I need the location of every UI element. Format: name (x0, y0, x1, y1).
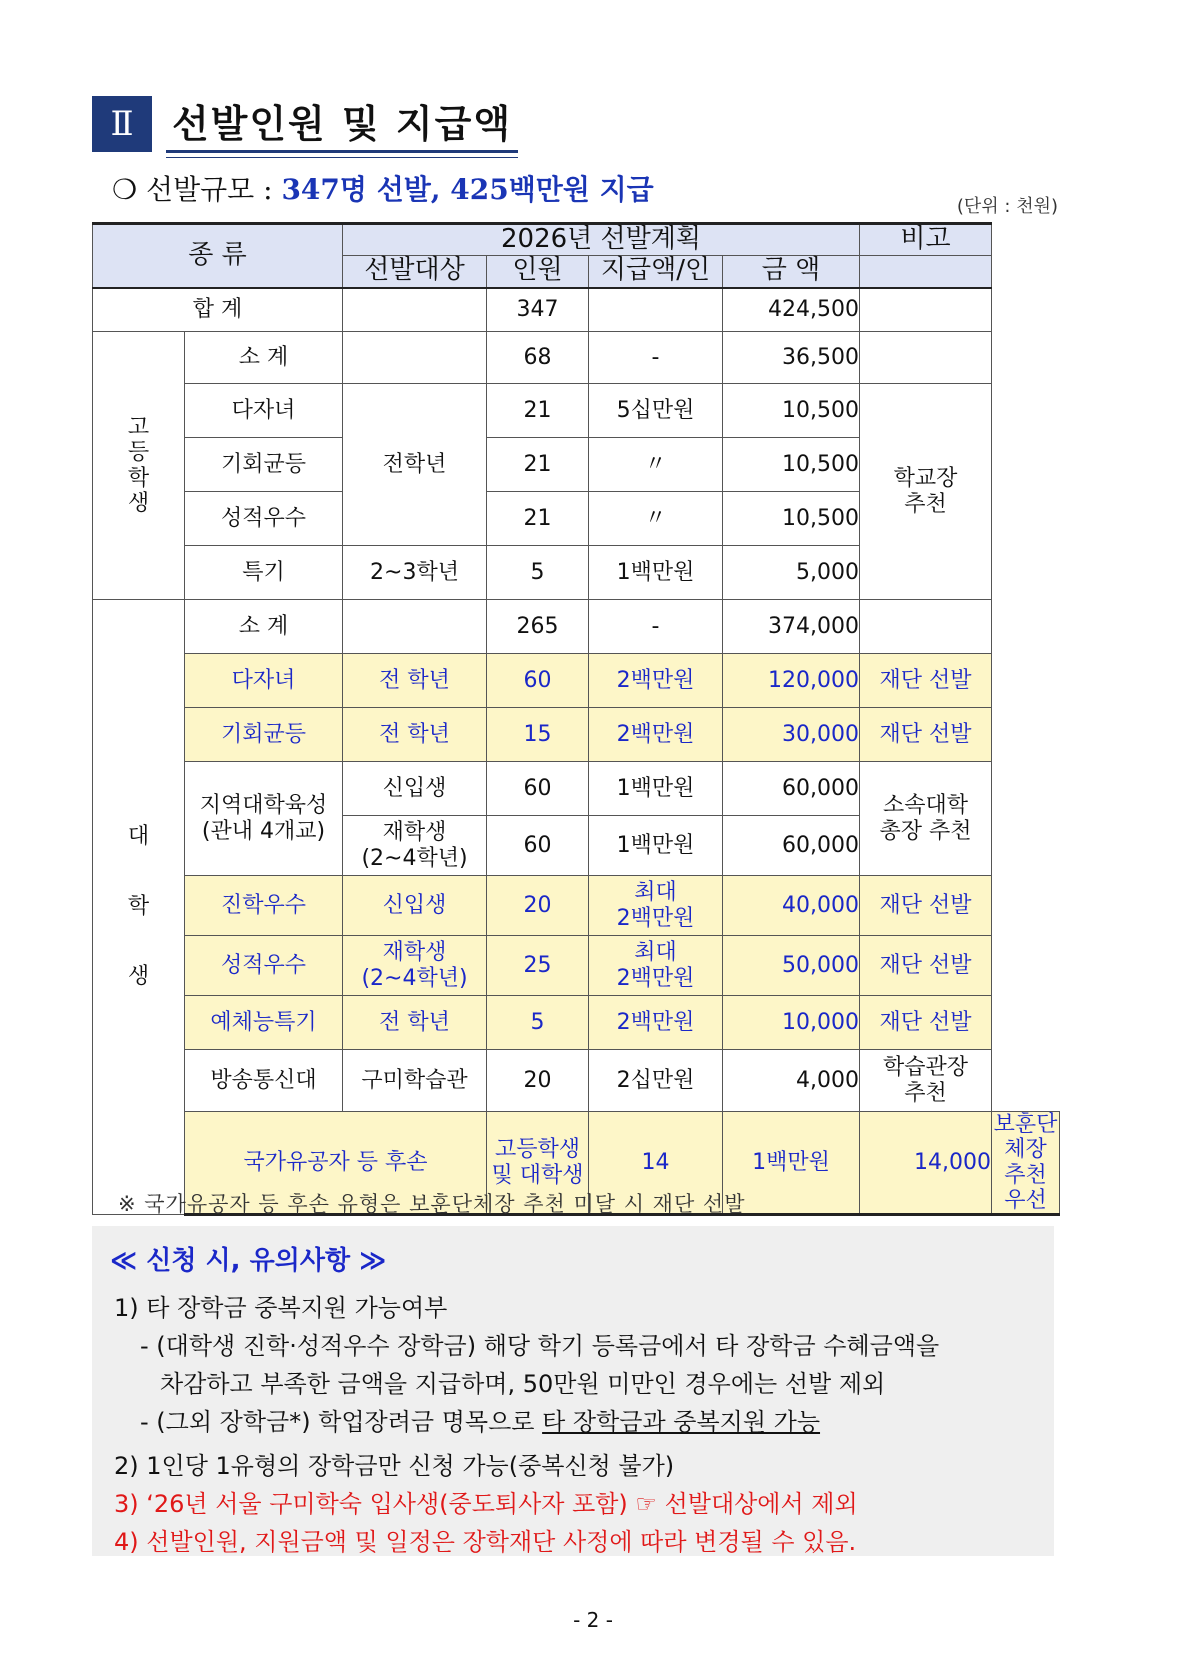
row-target: 전 학년 (343, 996, 487, 1050)
scale-value: 347명 선발, 425백만원 지급 (281, 173, 654, 206)
row-note: 소속대학 총장 추천 (860, 762, 992, 876)
row-note: 재단 선발 (860, 876, 992, 936)
high-subtotal-per: - (589, 332, 723, 384)
header-plan: 2026년 선발계획 (343, 224, 860, 256)
high-shared-target: 전학년 (343, 384, 487, 546)
row-target: 신입생 (343, 876, 487, 936)
row-target: 2~3학년 (343, 546, 487, 600)
row-type: 기회균등 (185, 438, 343, 492)
row-type: 국가유공자 등 후손 (185, 1112, 487, 1215)
selection-table (92, 222, 1060, 1216)
header-type: 종 류 (93, 224, 343, 288)
row-type: 특기 (185, 546, 343, 600)
header-amount: 금 액 (723, 256, 860, 288)
notice-item-1: 1) 타 장학금 중복지원 가능여부 (114, 1294, 448, 1322)
univ-subtotal-amount: 374,000 (723, 600, 860, 654)
high-subtotal-count: 68 (487, 332, 589, 384)
table-row (93, 1050, 1060, 1112)
header-note: 비고 (860, 224, 992, 256)
row-type: 지역대학육성 (관내 4개교) (185, 762, 343, 876)
row-note: 재단 선발 (860, 936, 992, 996)
table-row (93, 384, 1060, 438)
row-amount: 120,000 (723, 654, 860, 708)
row-count: 60 (487, 816, 589, 876)
notice-item-1b: - (그외 장학금*) 학업장려금 명목으로 타 장학금과 중복지원 가능 (140, 1408, 821, 1436)
table-row (93, 876, 1060, 936)
row-note: 재단 선발 (860, 708, 992, 762)
row-amount: 40,000 (723, 876, 860, 936)
row-per: 2십만원 (589, 1050, 723, 1112)
scale-label: 선발규모 : (146, 173, 273, 206)
row-count: 25 (487, 936, 589, 996)
row-amount: 5,000 (723, 546, 860, 600)
row-per: 〃 (589, 492, 723, 546)
notice-item-2: 2) 1인당 1유형의 장학금만 신청 가능(중복신청 불가) (114, 1452, 675, 1480)
row-target: 전 학년 (343, 654, 487, 708)
row-per: 1백만원 (589, 546, 723, 600)
table-row (93, 332, 1060, 384)
row-count: 15 (487, 708, 589, 762)
table-row (93, 996, 1060, 1050)
row-per: 1백만원 (723, 1112, 860, 1215)
univ-subtotal-per: - (589, 600, 723, 654)
bullet-icon: ❍ (112, 173, 138, 206)
notice-item-1a-line1: - (대학생 진학·성적우수 장학금) 해당 학기 등록금에서 타 장학금 수혜금액을 (140, 1332, 940, 1360)
table-row (93, 762, 1060, 816)
row-per: 1백만원 (589, 816, 723, 876)
row-amount: 4,000 (723, 1050, 860, 1112)
row-per: 1백만원 (589, 762, 723, 816)
row-target: 전 학년 (343, 708, 487, 762)
row-type: 다자녀 (185, 384, 343, 438)
row-per: 〃 (589, 438, 723, 492)
header-target: 선발대상 (343, 256, 487, 288)
row-target: 고등학생 및 대학생 (487, 1112, 589, 1215)
row-count: 5 (487, 546, 589, 600)
row-count: 21 (487, 384, 589, 438)
page-number: - 2 - (573, 1608, 613, 1632)
row-count: 20 (487, 876, 589, 936)
section-title: 선발인원 및 지급액 (166, 90, 518, 153)
row-amount: 50,000 (723, 936, 860, 996)
row-type: 성적우수 (185, 936, 343, 996)
row-amount: 10,500 (723, 492, 860, 546)
table-row (93, 936, 1060, 996)
row-target: 구미학습관 (343, 1050, 487, 1112)
row-note: 보훈단체장 추천 우선 (992, 1112, 1060, 1215)
row-count: 60 (487, 654, 589, 708)
row-type: 다자녀 (185, 654, 343, 708)
header-per: 지급액/인 (589, 256, 723, 288)
high-subtotal-amount: 36,500 (723, 332, 860, 384)
row-per: 5십만원 (589, 384, 723, 438)
total-count: 347 (487, 288, 589, 332)
row-count: 21 (487, 438, 589, 492)
row-per: 2백만원 (589, 708, 723, 762)
row-target: 재학생 (2~4학년) (343, 816, 487, 876)
row-target: 재학생 (2~4학년) (343, 936, 487, 996)
notice-box (92, 1226, 1054, 1556)
row-count: 21 (487, 492, 589, 546)
row-note: 학습관장 추천 (860, 1050, 992, 1112)
row-per: 최대 2백만원 (589, 936, 723, 996)
high-subtotal-label: 소 계 (185, 332, 343, 384)
table-row (93, 654, 1060, 708)
selection-scale (112, 168, 654, 208)
notice-title: ≪ 신청 시, 유의사항 ≫ (110, 1246, 387, 1276)
notice-item-4: 4) 선발인원, 지원금액 및 일정은 장학재단 사정에 따라 변경될 수 있음. (114, 1528, 857, 1556)
row-amount: 10,500 (723, 384, 860, 438)
univ-subtotal-label: 소 계 (185, 600, 343, 654)
total-amount: 424,500 (723, 288, 860, 332)
footnote: ※ 국가유공자 등 후손 유형은 보훈단체장 추천 미달 시 재단 선발 (118, 1192, 746, 1216)
row-per: 2백만원 (589, 996, 723, 1050)
row-target: 신입생 (343, 762, 487, 816)
row-type: 방송통신대 (185, 1050, 343, 1112)
row-note: 재단 선발 (860, 654, 992, 708)
row-count: 14 (589, 1112, 723, 1215)
row-amount: 60,000 (723, 816, 860, 876)
unit-label: (단위 : 천원) (956, 196, 1058, 217)
row-type: 기회균등 (185, 708, 343, 762)
row-type: 예체능특기 (185, 996, 343, 1050)
group-high: 고 등 학 생 (93, 332, 185, 600)
row-count: 20 (487, 1050, 589, 1112)
univ-subtotal-count: 265 (487, 600, 589, 654)
notice-item-3: 3) ‘26년 서울 구미학숙 입사생(중도퇴사자 포함) ☞ 선발대상에서 제외 (114, 1490, 858, 1518)
section-number: Ⅱ (92, 96, 152, 152)
table-row (93, 600, 1060, 654)
group-univ: 대 학 생 (93, 600, 185, 1215)
row-note: 재단 선발 (860, 996, 992, 1050)
total-label: 합 계 (93, 288, 343, 332)
row-type: 진학우수 (185, 876, 343, 936)
high-note: 학교장 추천 (860, 384, 992, 600)
table-row (93, 708, 1060, 762)
row-per: 2백만원 (589, 654, 723, 708)
row-amount: 10,500 (723, 438, 860, 492)
row-per: 최대 2백만원 (589, 876, 723, 936)
row-amount: 60,000 (723, 762, 860, 816)
row-amount: 10,000 (723, 996, 860, 1050)
row-count: 5 (487, 996, 589, 1050)
row-type: 성적우수 (185, 492, 343, 546)
total-row (93, 288, 1060, 332)
notice-item-1a-line2: 차감하고 부족한 금액을 지급하며, 50만원 미만인 경우에는 선발 제외 (160, 1370, 886, 1398)
header-count: 인원 (487, 256, 589, 288)
row-count: 60 (487, 762, 589, 816)
row-amount: 30,000 (723, 708, 860, 762)
row-amount: 14,000 (860, 1112, 992, 1215)
